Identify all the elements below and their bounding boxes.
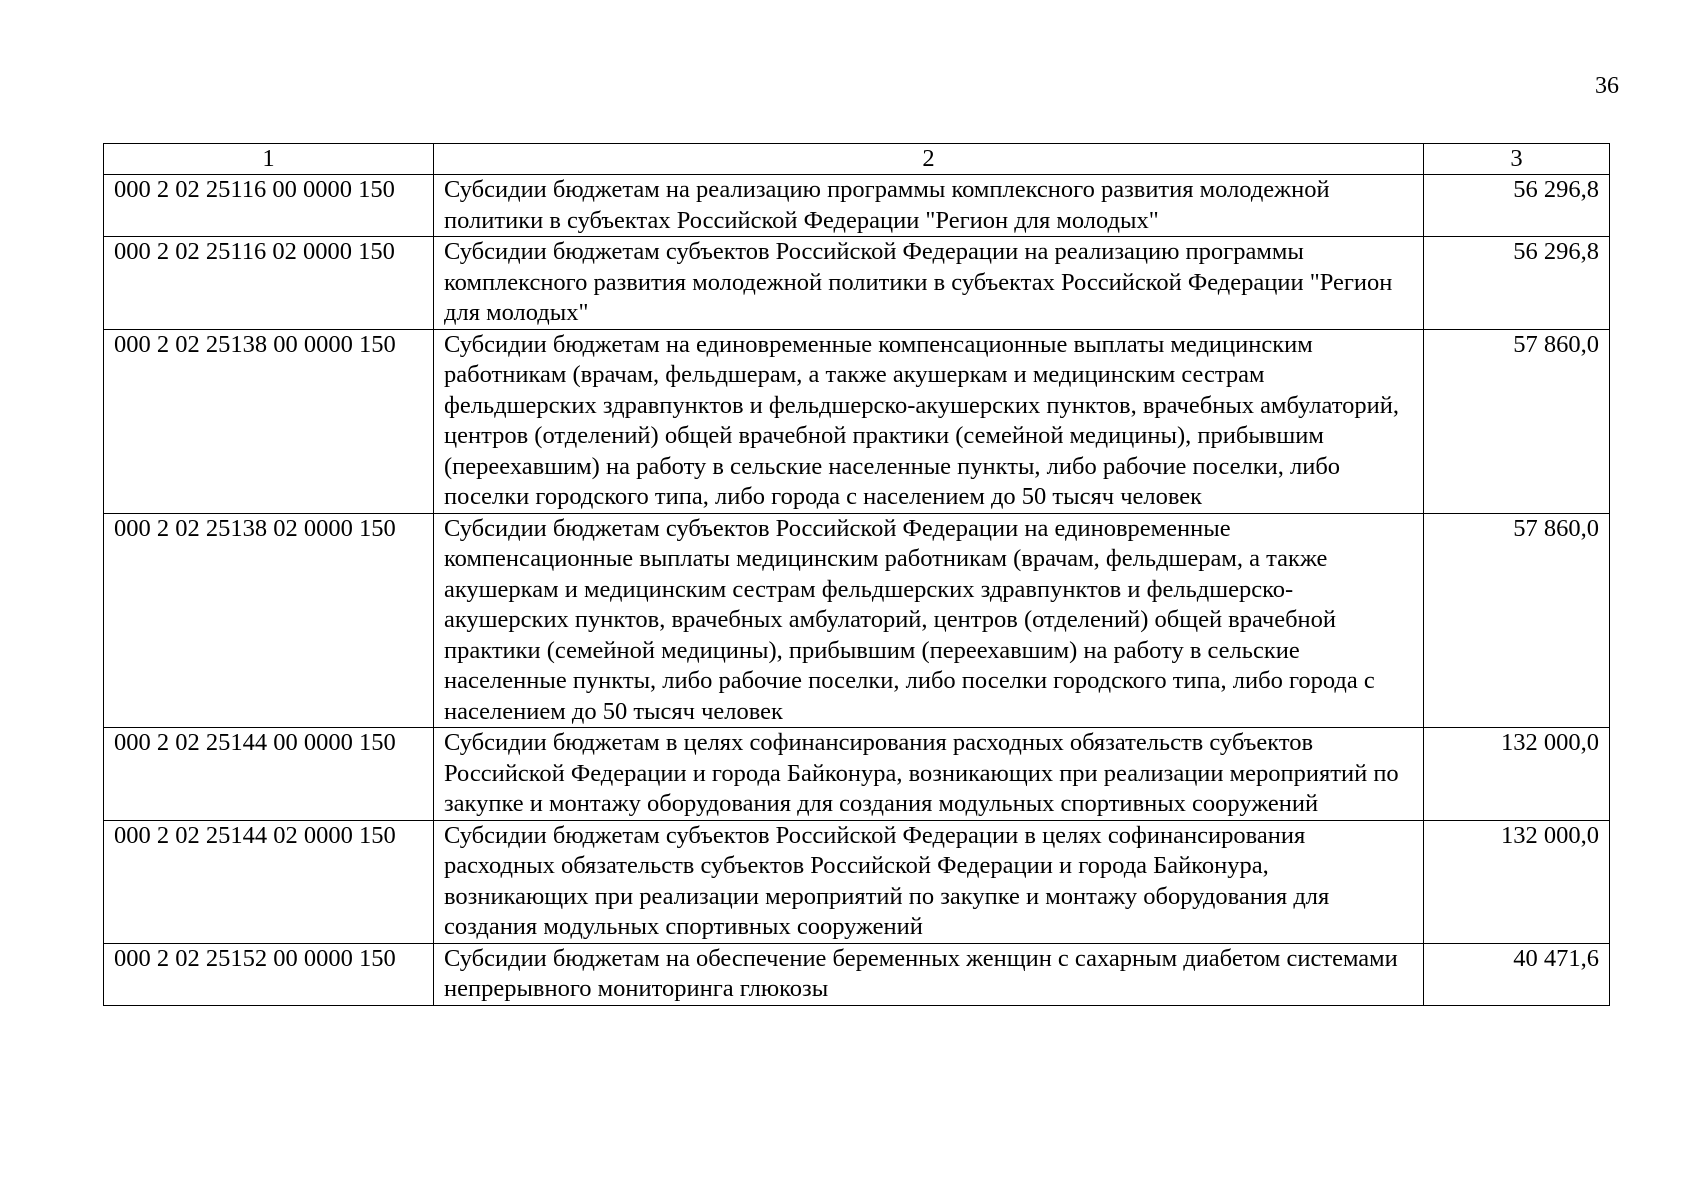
column-header-3: 3 [1424, 144, 1610, 175]
budget-amount: 57 860,0 [1424, 513, 1610, 728]
budget-description: Субсидии бюджетам субъектов Российской Федерации на реализацию программы комплексного развития молодежной политики в субъектах Российской Федерации "Регион для молодых" [434, 237, 1424, 330]
budget-description: Субсидии бюджетам субъектов Российской Федерации в целях софинансирования расходных обязательств субъектов Российской Федерации и города Байконура, возникающих при реализации мероприятий по закупке и монтажу оборудования для создания модульных спортивных сооружений [434, 820, 1424, 943]
budget-amount: 132 000,0 [1424, 820, 1610, 943]
budget-code: 000 2 02 25116 00 0000 150 [104, 175, 434, 237]
table-row [104, 820, 1610, 943]
table-header-row [104, 144, 1610, 175]
table-row [104, 329, 1610, 513]
budget-code: 000 2 02 25144 00 0000 150 [104, 728, 434, 821]
budget-code: 000 2 02 25138 02 0000 150 [104, 513, 434, 728]
budget-amount: 56 296,8 [1424, 175, 1610, 237]
budget-description: Субсидии бюджетам на обеспечение беременных женщин с сахарным диабетом системами непрерывного мониторинга глюкозы [434, 943, 1424, 1005]
table-row [104, 175, 1610, 237]
table-row [104, 728, 1610, 821]
budget-description: Субсидии бюджетам субъектов Российской Федерации на единовременные компенсационные выплаты медицинским работникам (врачам, фельдшерам, а также акушеркам и медицинским сестрам фельдшерских здравпунктов и фельдшерско-акушерских пунктов, врачебных амбулаторий, центров (отделений) общей врачебной практики (семейной медицины), прибывшим (переехавшим) на работу в сельские населенные пункты, либо рабочие поселки, либо поселки городского типа, либо города с населением до 50 тысяч человек [434, 513, 1424, 728]
table-row [104, 237, 1610, 330]
page-number: 36 [1595, 73, 1619, 99]
table-row [104, 943, 1610, 1005]
budget-amount: 40 471,6 [1424, 943, 1610, 1005]
budget-amount: 56 296,8 [1424, 237, 1610, 330]
budget-amount: 132 000,0 [1424, 728, 1610, 821]
budget-code: 000 2 02 25144 02 0000 150 [104, 820, 434, 943]
budget-code: 000 2 02 25116 02 0000 150 [104, 237, 434, 330]
table-row [104, 513, 1610, 728]
budget-amount: 57 860,0 [1424, 329, 1610, 513]
column-header-2: 2 [434, 144, 1424, 175]
budget-description: Субсидии бюджетам в целях софинансирования расходных обязательств субъектов Российской Федерации и города Байконура, возникающих при реализации мероприятий по закупке и монтажу оборудования для создания модульных спортивных сооружений [434, 728, 1424, 821]
budget-description: Субсидии бюджетам на реализацию программы комплексного развития молодежной политики в субъектах Российской Федерации "Регион для молодых" [434, 175, 1424, 237]
budget-description: Субсидии бюджетам на единовременные компенсационные выплаты медицинским работникам (врачам, фельдшерам, а также акушеркам и медицинским сестрам фельдшерских здравпунктов и фельдшерско-акушерских пунктов, врачебных амбулаторий, центров (отделений) общей врачебной практики (семейной медицины), прибывшим (переехавшим) на работу в сельские населенные пункты, либо рабочие поселки, либо поселки городского типа, либо города с населением до 50 тысяч человек [434, 329, 1424, 513]
budget-code: 000 2 02 25152 00 0000 150 [104, 943, 434, 1005]
column-header-1: 1 [104, 144, 434, 175]
budget-code: 000 2 02 25138 00 0000 150 [104, 329, 434, 513]
budget-table [103, 143, 1610, 1006]
